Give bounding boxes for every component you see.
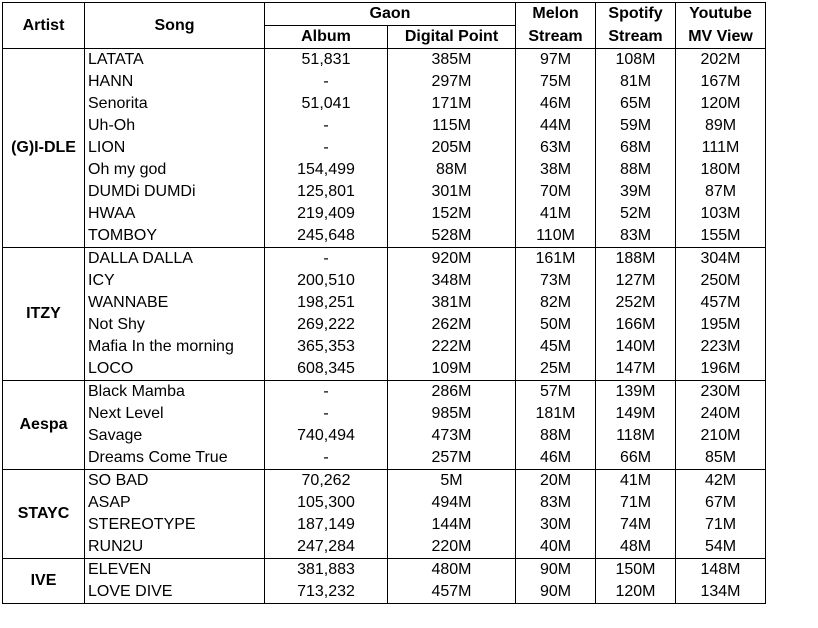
youtube-view-cell: 180M <box>676 159 766 181</box>
song-cell: Next Level <box>85 403 265 425</box>
album-cell: 154,499 <box>265 159 388 181</box>
spotify-stream-cell: 188M <box>596 248 676 271</box>
spotify-stream-cell: 48M <box>596 536 676 559</box>
album-cell: 245,648 <box>265 225 388 248</box>
table-row <box>3 536 766 559</box>
melon-stream-cell: 46M <box>516 93 596 115</box>
album-cell: - <box>265 403 388 425</box>
digital-point-cell: 457M <box>388 581 516 604</box>
song-cell: WANNABE <box>85 292 265 314</box>
youtube-view-cell: 223M <box>676 336 766 358</box>
melon-stream-cell: 45M <box>516 336 596 358</box>
youtube-view-cell: 304M <box>676 248 766 271</box>
youtube-view-cell: 457M <box>676 292 766 314</box>
melon-stream-cell: 30M <box>516 514 596 536</box>
song-cell: LION <box>85 137 265 159</box>
song-cell: Uh-Oh <box>85 115 265 137</box>
song-cell: ELEVEN <box>85 559 265 582</box>
song-cell: TOMBOY <box>85 225 265 248</box>
spotify-stream-cell: 140M <box>596 336 676 358</box>
album-cell: 713,232 <box>265 581 388 604</box>
spotify-stream-cell: 68M <box>596 137 676 159</box>
song-cell: LOVE DIVE <box>85 581 265 604</box>
album-cell: 381,883 <box>265 559 388 582</box>
header-youtube-mv-view: MV View <box>676 26 766 49</box>
header-spotify-stream: Stream <box>596 26 676 49</box>
table-row <box>3 425 766 447</box>
streaming-stats-table <box>2 2 766 604</box>
melon-stream-cell: 46M <box>516 447 596 470</box>
digital-point-cell: 152M <box>388 203 516 225</box>
youtube-view-cell: 71M <box>676 514 766 536</box>
melon-stream-cell: 70M <box>516 181 596 203</box>
digital-point-cell: 381M <box>388 292 516 314</box>
digital-point-cell: 348M <box>388 270 516 292</box>
album-cell: 269,222 <box>265 314 388 336</box>
youtube-view-cell: 120M <box>676 93 766 115</box>
header-digital-point: Digital Point <box>388 26 516 49</box>
melon-stream-cell: 41M <box>516 203 596 225</box>
digital-point-cell: 286M <box>388 381 516 404</box>
table-row <box>3 49 766 72</box>
digital-point-cell: 115M <box>388 115 516 137</box>
melon-stream-cell: 83M <box>516 492 596 514</box>
song-cell: Dreams Come True <box>85 447 265 470</box>
header-song: Song <box>85 3 265 49</box>
album-cell: - <box>265 71 388 93</box>
youtube-view-cell: 42M <box>676 470 766 493</box>
album-cell: 200,510 <box>265 270 388 292</box>
spotify-stream-cell: 71M <box>596 492 676 514</box>
table-row <box>3 403 766 425</box>
table-row <box>3 225 766 248</box>
digital-point-cell: 473M <box>388 425 516 447</box>
melon-stream-cell: 110M <box>516 225 596 248</box>
melon-stream-cell: 75M <box>516 71 596 93</box>
digital-point-cell: 257M <box>388 447 516 470</box>
table-row <box>3 137 766 159</box>
header-gaon: Gaon <box>265 3 516 26</box>
spotify-stream-cell: 41M <box>596 470 676 493</box>
digital-point-cell: 171M <box>388 93 516 115</box>
youtube-view-cell: 85M <box>676 447 766 470</box>
song-cell: STEREOTYPE <box>85 514 265 536</box>
table-row <box>3 93 766 115</box>
table-row <box>3 181 766 203</box>
table-row <box>3 447 766 470</box>
table-row <box>3 270 766 292</box>
album-cell: 608,345 <box>265 358 388 381</box>
digital-point-cell: 205M <box>388 137 516 159</box>
spotify-stream-cell: 59M <box>596 115 676 137</box>
digital-point-cell: 985M <box>388 403 516 425</box>
digital-point-cell: 920M <box>388 248 516 271</box>
song-cell: HANN <box>85 71 265 93</box>
table-row <box>3 470 766 493</box>
spotify-stream-cell: 139M <box>596 381 676 404</box>
song-cell: ASAP <box>85 492 265 514</box>
spotify-stream-cell: 74M <box>596 514 676 536</box>
table-body <box>3 49 766 604</box>
artist-cell: STAYC <box>3 470 85 559</box>
digital-point-cell: 480M <box>388 559 516 582</box>
spotify-stream-cell: 166M <box>596 314 676 336</box>
melon-stream-cell: 38M <box>516 159 596 181</box>
song-cell: LOCO <box>85 358 265 381</box>
spotify-stream-cell: 52M <box>596 203 676 225</box>
youtube-view-cell: 240M <box>676 403 766 425</box>
melon-stream-cell: 90M <box>516 581 596 604</box>
spotify-stream-cell: 147M <box>596 358 676 381</box>
melon-stream-cell: 82M <box>516 292 596 314</box>
youtube-view-cell: 134M <box>676 581 766 604</box>
song-cell: HWAA <box>85 203 265 225</box>
song-cell: Not Shy <box>85 314 265 336</box>
song-cell: LATATA <box>85 49 265 72</box>
digital-point-cell: 262M <box>388 314 516 336</box>
digital-point-cell: 88M <box>388 159 516 181</box>
spotify-stream-cell: 149M <box>596 403 676 425</box>
youtube-view-cell: 250M <box>676 270 766 292</box>
album-cell: 125,801 <box>265 181 388 203</box>
album-cell: - <box>265 248 388 271</box>
table-row <box>3 581 766 604</box>
table-row <box>3 203 766 225</box>
melon-stream-cell: 57M <box>516 381 596 404</box>
spotify-stream-cell: 81M <box>596 71 676 93</box>
digital-point-cell: 297M <box>388 71 516 93</box>
spotify-stream-cell: 127M <box>596 270 676 292</box>
table-row <box>3 314 766 336</box>
spotify-stream-cell: 66M <box>596 447 676 470</box>
album-cell: 198,251 <box>265 292 388 314</box>
digital-point-cell: 494M <box>388 492 516 514</box>
song-cell: Savage <box>85 425 265 447</box>
header-spotify: Spotify <box>596 3 676 26</box>
song-cell: ICY <box>85 270 265 292</box>
spotify-stream-cell: 252M <box>596 292 676 314</box>
song-cell: SO BAD <box>85 470 265 493</box>
youtube-view-cell: 195M <box>676 314 766 336</box>
album-cell: - <box>265 447 388 470</box>
song-cell: Senorita <box>85 93 265 115</box>
table-row <box>3 492 766 514</box>
table-row <box>3 336 766 358</box>
digital-point-cell: 220M <box>388 536 516 559</box>
album-cell: 187,149 <box>265 514 388 536</box>
table-row <box>3 115 766 137</box>
spotify-stream-cell: 88M <box>596 159 676 181</box>
album-cell: 105,300 <box>265 492 388 514</box>
melon-stream-cell: 63M <box>516 137 596 159</box>
header-melon-stream: Stream <box>516 26 596 49</box>
header-youtube: Youtube <box>676 3 766 26</box>
melon-stream-cell: 97M <box>516 49 596 72</box>
header-album: Album <box>265 26 388 49</box>
song-cell: RUN2U <box>85 536 265 559</box>
song-cell: DALLA DALLA <box>85 248 265 271</box>
digital-point-cell: 144M <box>388 514 516 536</box>
youtube-view-cell: 89M <box>676 115 766 137</box>
spotify-stream-cell: 120M <box>596 581 676 604</box>
spotify-stream-cell: 65M <box>596 93 676 115</box>
table-row <box>3 381 766 404</box>
youtube-view-cell: 210M <box>676 425 766 447</box>
album-cell: - <box>265 137 388 159</box>
melon-stream-cell: 88M <box>516 425 596 447</box>
album-cell: - <box>265 115 388 137</box>
digital-point-cell: 301M <box>388 181 516 203</box>
youtube-view-cell: 111M <box>676 137 766 159</box>
youtube-view-cell: 67M <box>676 492 766 514</box>
spotify-stream-cell: 39M <box>596 181 676 203</box>
digital-point-cell: 385M <box>388 49 516 72</box>
youtube-view-cell: 202M <box>676 49 766 72</box>
youtube-view-cell: 155M <box>676 225 766 248</box>
youtube-view-cell: 196M <box>676 358 766 381</box>
youtube-view-cell: 148M <box>676 559 766 582</box>
digital-point-cell: 222M <box>388 336 516 358</box>
table-row <box>3 559 766 582</box>
artist-cell: (G)I-DLE <box>3 49 85 248</box>
melon-stream-cell: 25M <box>516 358 596 381</box>
youtube-view-cell: 230M <box>676 381 766 404</box>
table-header <box>3 3 766 49</box>
album-cell: 219,409 <box>265 203 388 225</box>
album-cell: - <box>265 381 388 404</box>
melon-stream-cell: 20M <box>516 470 596 493</box>
youtube-view-cell: 103M <box>676 203 766 225</box>
digital-point-cell: 528M <box>388 225 516 248</box>
album-cell: 51,041 <box>265 93 388 115</box>
album-cell: 740,494 <box>265 425 388 447</box>
album-cell: 365,353 <box>265 336 388 358</box>
melon-stream-cell: 40M <box>516 536 596 559</box>
table-row <box>3 358 766 381</box>
spotify-stream-cell: 108M <box>596 49 676 72</box>
melon-stream-cell: 90M <box>516 559 596 582</box>
song-cell: Oh my god <box>85 159 265 181</box>
youtube-view-cell: 54M <box>676 536 766 559</box>
melon-stream-cell: 44M <box>516 115 596 137</box>
artist-cell: ITZY <box>3 248 85 381</box>
melon-stream-cell: 50M <box>516 314 596 336</box>
youtube-view-cell: 167M <box>676 71 766 93</box>
spotify-stream-cell: 83M <box>596 225 676 248</box>
spreadsheet <box>2 2 766 604</box>
table-row <box>3 159 766 181</box>
artist-cell: IVE <box>3 559 85 604</box>
album-cell: 51,831 <box>265 49 388 72</box>
melon-stream-cell: 181M <box>516 403 596 425</box>
album-cell: 247,284 <box>265 536 388 559</box>
header-artist: Artist <box>3 3 85 49</box>
table-row <box>3 292 766 314</box>
album-cell: 70,262 <box>265 470 388 493</box>
spotify-stream-cell: 118M <box>596 425 676 447</box>
spotify-stream-cell: 150M <box>596 559 676 582</box>
melon-stream-cell: 161M <box>516 248 596 271</box>
table-row <box>3 514 766 536</box>
song-cell: DUMDi DUMDi <box>85 181 265 203</box>
table-row <box>3 71 766 93</box>
digital-point-cell: 109M <box>388 358 516 381</box>
digital-point-cell: 5M <box>388 470 516 493</box>
youtube-view-cell: 87M <box>676 181 766 203</box>
header-melon: Melon <box>516 3 596 26</box>
table-row <box>3 248 766 271</box>
artist-cell: Aespa <box>3 381 85 470</box>
song-cell: Black Mamba <box>85 381 265 404</box>
melon-stream-cell: 73M <box>516 270 596 292</box>
song-cell: Mafia In the morning <box>85 336 265 358</box>
